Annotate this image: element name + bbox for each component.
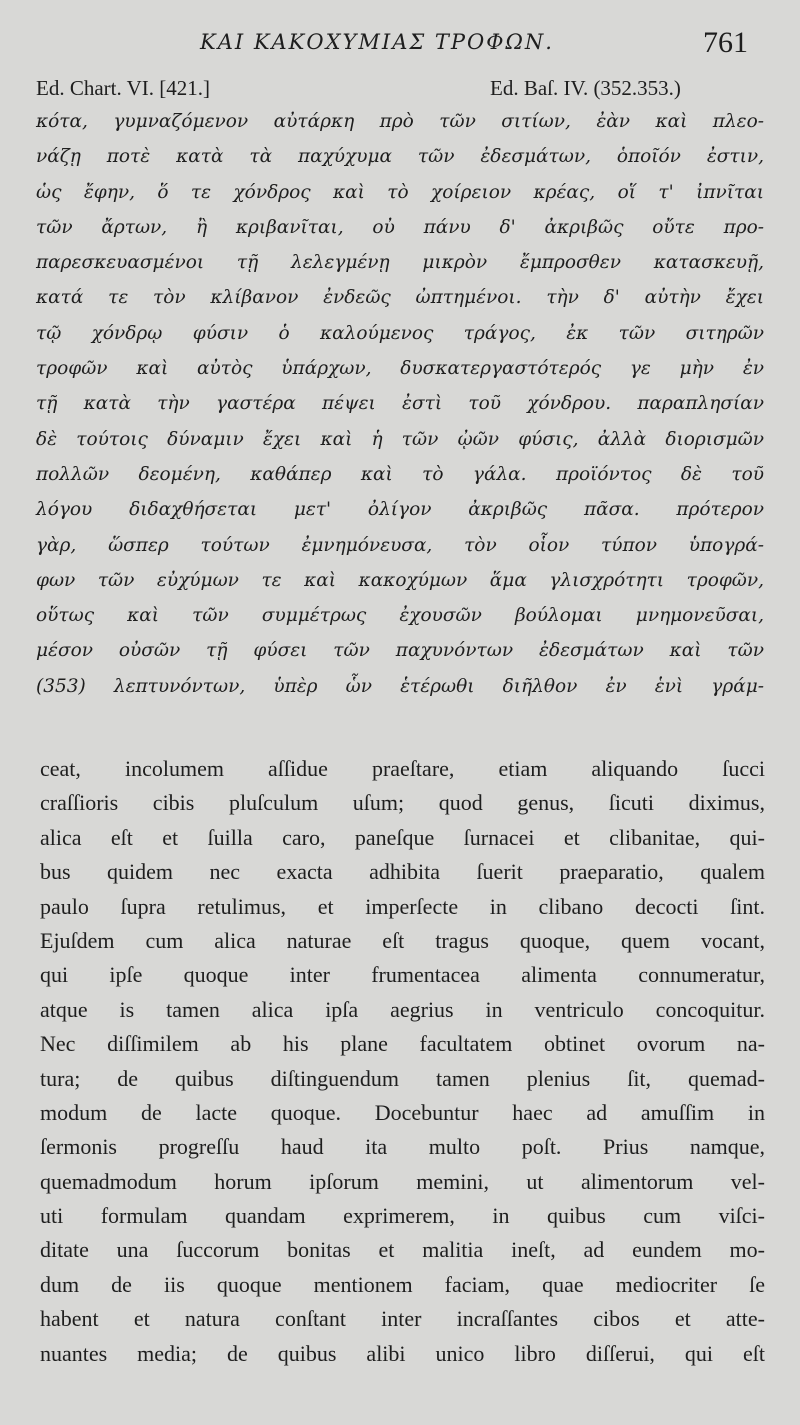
latin-text-line: Ejuſdem cum alica naturae eſt tragus quoque, quem vocant, [40,927,765,953]
greek-text-line: (353) λεπτυνόντων, ὑπὲρ ὧν ἑτέρωθι διῆλθον ἐν ἑνὶ γράμ- [36,675,764,697]
greek-text-line: τῷ χόνδρῳ φύσιν ὁ καλούμενος τράγος, ἐκ τῶν σιτηρῶν [36,322,764,344]
latin-text-line: tura; de quibus diſtinguendum tamen plenius ſit, quemad- [40,1065,765,1091]
page-number: 761 [703,26,748,59]
latin-text-line: nuantes media; de quibus alibi unico libro diſſerui, qui eſt [40,1340,765,1366]
latin-text-line: qui ipſe quoque inter frumentacea alimenta connumeratur, [40,962,765,988]
latin-text-line: ſermonis progreſſu haud ita multo poſt. Prius namque, [40,1134,765,1160]
latin-text-line: alica eſt et ſuilla caro, paneſque ſurnacei et clibanitae, qui- [40,824,765,850]
latin-text-line: ceat, incolumem aſſidue praeſtare, etiam aliquando ſucci [40,756,765,781]
latin-text-block [40,752,765,1371]
latin-text-line: habent et natura conſtant inter incraſſantes cibos et atte- [40,1306,765,1332]
greek-text-line: λόγου διδαχθήσεται μετ' ὀλίγον ἀκριβῶς πᾶσα. πρότερον [36,499,764,521]
greek-text-line: κότα, γυμναζόμενον αὐτάρκη πρὸ τῶν σιτίων, ἐὰν καὶ πλεο- [36,111,764,132]
greek-text-line: οὕτως καὶ τῶν συμμέτρως ἐχουσῶν βούλομαι μνημονεῦσαι, [36,605,764,627]
greek-text-line: κατά τε τὸν κλίβανον ἐνδεῶς ὠπτημένοι. τὴν δ' αὐτὴν ἔχει [36,287,764,309]
latin-text-line: modum de lacte quoque. Docebuntur haec ad amuſſim in [40,1099,765,1125]
greek-text-line: πολλῶν δεομένη, καθάπερ καὶ τὸ γάλα. προϊόντος δὲ τοῦ [36,463,764,485]
greek-text-line: μέσον οὐσῶν τῇ φύσει τῶν παχυνόντων ἐδεσμάτων καὶ τῶν [36,640,764,662]
latin-text-line: craſſioris cibis pluſculum uſum; quod genus, ſicuti diximus, [40,790,765,816]
edition-basel-ref: Ed. Baſ. IV. (352.353.) [490,76,681,100]
greek-text-line: παρεσκευασμένοι τῇ λελεγμένῃ μικρὸν ἔμπροσθεν κατασκευῇ, [36,252,764,274]
latin-text-line: dum de iis quoque mentionem faciam, quae mediocriter ſe [40,1271,765,1297]
greek-text-line: γὰρ, ὥσπερ τούτων ἐμνημόνευσα, τὸν οἷον τύπον ὑπογρά- [36,534,764,556]
greek-text-line: νάζῃ ποτὲ κατὰ τὰ παχύχυμα τῶν ἐδεσμάτων, ὁποῖόν ἐστιν, [36,146,764,168]
edition-reference-line [0,72,800,104]
greek-text-line: τῶν ἄρτων, ἢ κριβανῖται, οὐ πάνυ δ' ἀκριβῶς οὔτε προ- [36,216,764,238]
greek-text-block [36,104,764,704]
greek-text-line: ὡς ἔφην, ὅ τε χόνδρος καὶ τὸ χοίρειον κρέας, οἵ τ' ἰπνῖται [36,181,764,203]
running-head [0,26,800,64]
latin-text-line: uti formulam quandam exprimerem, in quibus cum viſci- [40,1203,765,1229]
greek-text-line: δὲ τούτοις δύναμιν ἔχει καὶ ἡ τῶν ᾠῶν φύσις, ἀλλὰ διορισμῶν [36,428,764,450]
running-title: ΚΑΙ ΚΑΚΟΧΥΜΙΑΣ ΤΡΟΦΩΝ. [200,30,554,54]
greek-text-line: τροφῶν καὶ αὐτὸς ὑπάρχων, δυσκατεργαστότερός γε μὴν ἐν [36,358,764,380]
latin-text-line: Nec diſſimilem ab his plane facultatem obtinet ovorum na- [40,1031,765,1057]
latin-text-line: bus quidem nec exacta adhibita ſuerit praeparatio, qualem [40,859,765,885]
greek-text-line: τῇ κατὰ τὴν γαστέρα πέψει ἐστὶ τοῦ χόνδρου. παραπλησίαν [36,393,764,415]
latin-text-line: ditate una ſuccorum bonitas et malitia ineſt, ad eundem mo- [40,1237,765,1263]
greek-text-line: φων τῶν εὐχύμων τε καὶ κακοχύμων ἅμα γλισχρότητι τροφῶν, [36,569,764,591]
latin-text-line: paulo ſupra retulimus, et imperſecte in clibano decocti ſint. [40,893,765,919]
latin-text-line: atque is tamen alica ipſa aegrius in ventriculo concoquitur. [40,996,765,1022]
latin-text-line: quemadmodum horum ipſorum memini, ut alimentorum vel- [40,1168,765,1194]
edition-chartier-ref: Ed. Chart. VI. [421.] [36,76,210,100]
